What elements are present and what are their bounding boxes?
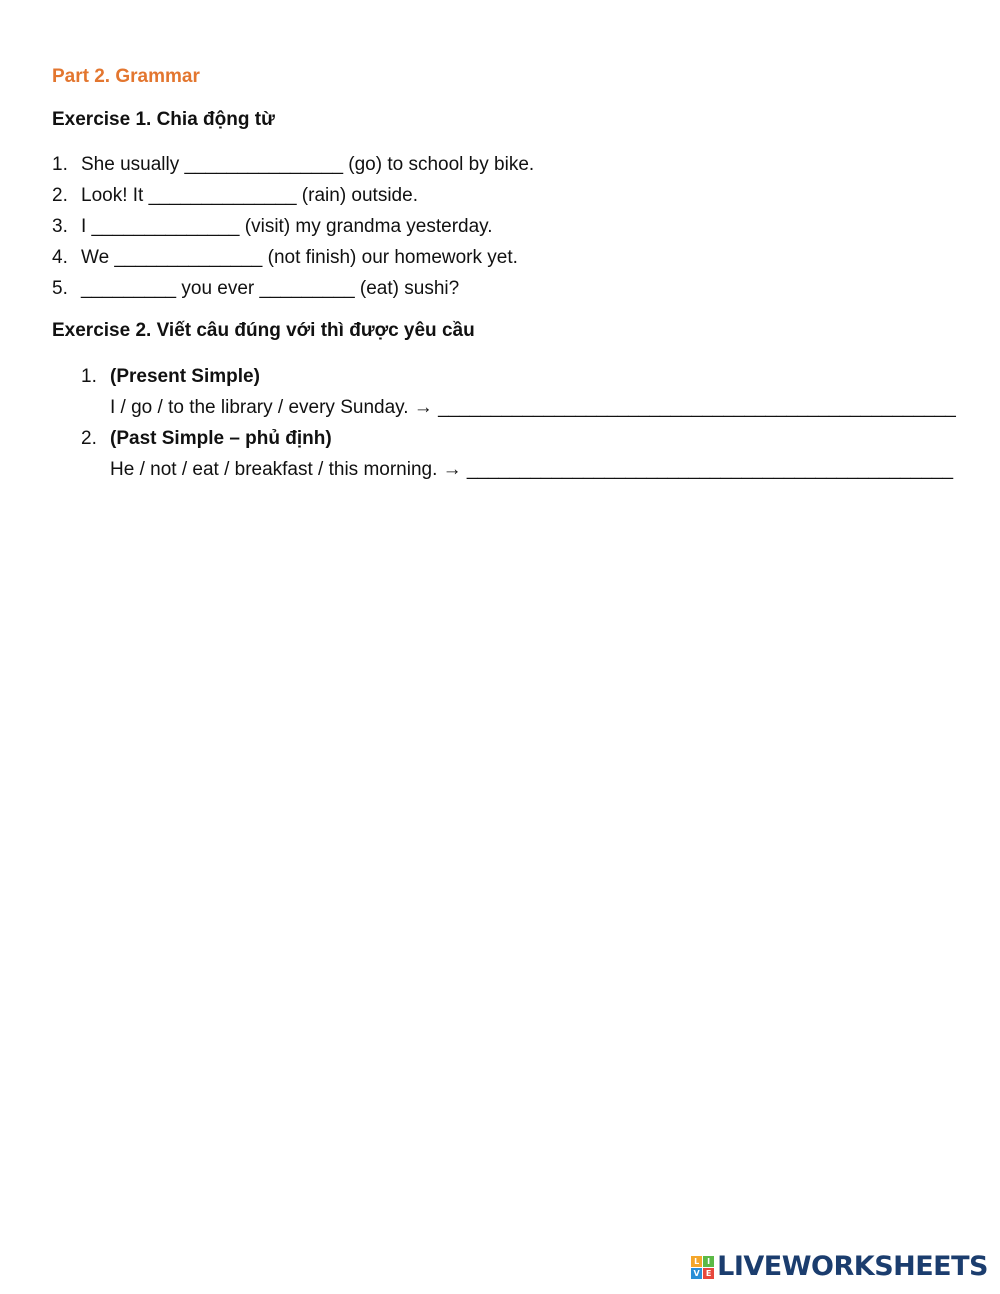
exercise1-title: Exercise 1. Chia động từ: [52, 109, 275, 130]
exercise2-item-head: [81, 426, 956, 457]
prompt-sentence: He / not / eat / breakfast / this morning. → ______________________________________________: [110, 459, 954, 480]
item-number: 3.: [52, 216, 68, 237]
logo-text: LIVEWORKSHEETS: [717, 1251, 988, 1282]
item-text: She usually _______________ (go) to school by bike.: [81, 154, 535, 175]
exercise2-item: [81, 364, 956, 426]
item-number: 2.: [81, 428, 97, 449]
tense-label: (Present Simple): [110, 366, 260, 387]
item-text: Look! It ______________ (rain) outside.: [81, 185, 418, 206]
exercise1-list: [52, 152, 534, 307]
exercise2-title: Exercise 2. Viết câu đúng với thì được yêu cầu: [52, 320, 475, 341]
exercise1-item: [52, 276, 534, 307]
liveworksheets-logo: [691, 1252, 988, 1282]
logo-mark-tile: I: [703, 1256, 714, 1267]
exercise2-item-head: [81, 364, 956, 395]
item-number: 4.: [52, 247, 68, 268]
exercise1-item: [52, 245, 534, 276]
exercise2-list: [81, 364, 956, 488]
item-number: 2.: [52, 185, 68, 206]
item-number: 1.: [52, 154, 68, 175]
exercise1-item: [52, 214, 534, 245]
exercise2-item: [81, 426, 956, 488]
tense-label: (Past Simple – phủ định): [110, 428, 332, 449]
logo-mark-tile: L: [691, 1256, 702, 1267]
part-title: Part 2. Grammar: [52, 66, 200, 87]
logo-mark-icon: [691, 1256, 714, 1279]
item-number: 1.: [81, 366, 97, 387]
item-text: We ______________ (not finish) our homework yet.: [81, 247, 518, 268]
item-text: I ______________ (visit) my grandma yesterday.: [81, 216, 493, 237]
exercise1-item: [52, 183, 534, 214]
item-number: 5.: [52, 278, 68, 299]
exercise1-item: [52, 152, 534, 183]
item-text: _________ you ever _________ (eat) sushi?: [81, 278, 460, 299]
prompt-sentence: I / go / to the library / every Sunday. → _________________________________________________: [110, 397, 956, 418]
logo-mark-tile: V: [691, 1268, 702, 1279]
logo-mark-tile: E: [703, 1268, 714, 1279]
